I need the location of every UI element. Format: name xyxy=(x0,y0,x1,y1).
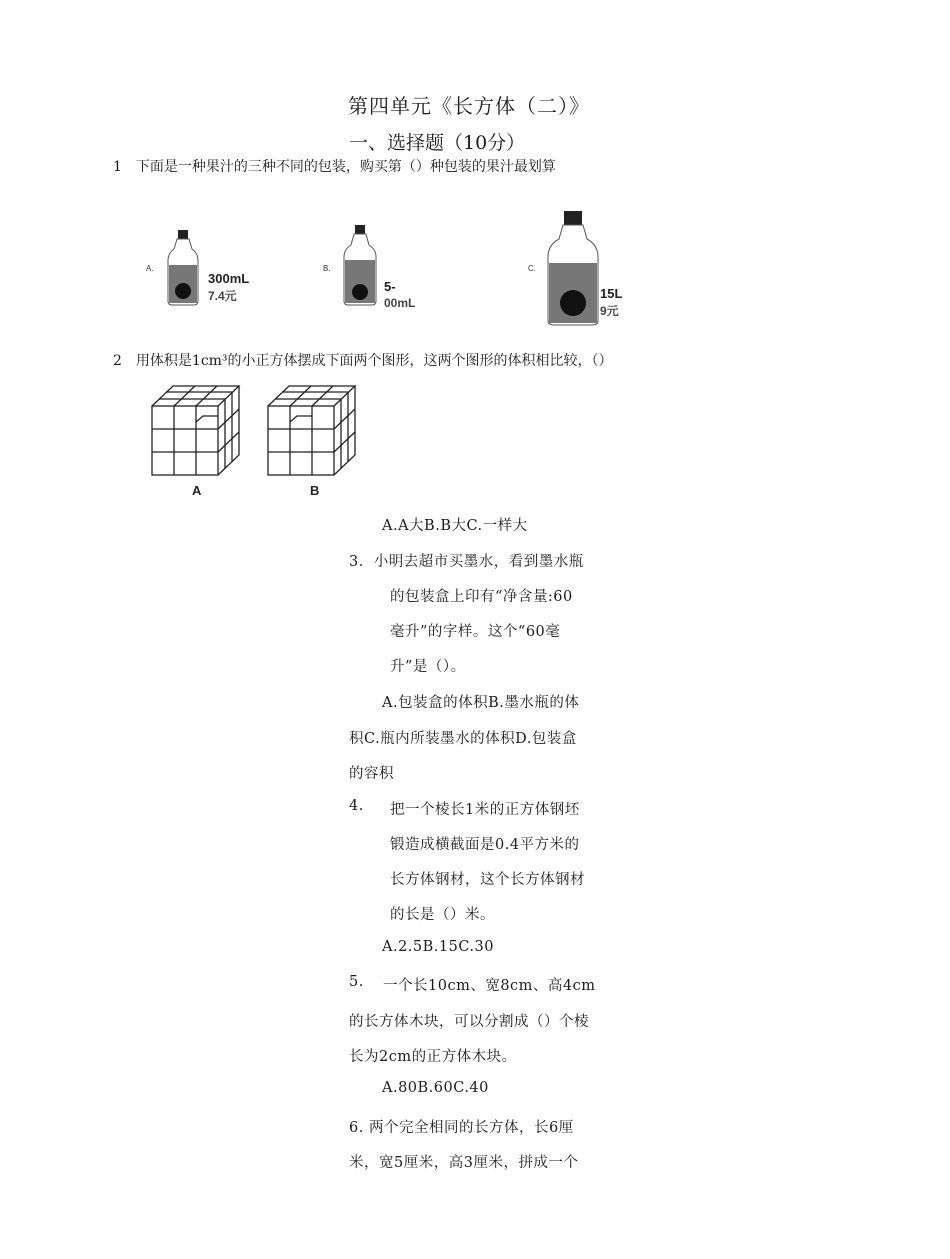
option-a-sub: 7.4元 xyxy=(208,289,237,303)
figure-b-label: B xyxy=(310,483,320,498)
option-a-label: 300mL xyxy=(208,271,250,286)
question-6-line-1: 6. 两个完全相同的长方体，长6厘 xyxy=(349,1120,574,1136)
question-1-text-wrap xyxy=(113,156,633,175)
question-5-choices: A.80B.60C.40 xyxy=(382,1080,489,1096)
question-3-line-1: 3．小明去超市买墨水，看到墨水瓶 xyxy=(349,554,584,570)
section-heading: 一、选择题（10分） xyxy=(349,132,526,154)
question-2-choices: A.A大B.B大C.一样大 xyxy=(382,518,528,534)
question-6-line-2: 米，宽5厘米，高3厘米，拼成一个 xyxy=(349,1155,579,1171)
question-4-line-1: 把一个棱长1米的正方体钢坯 xyxy=(390,802,580,818)
question-1-text: 1 下面是一种果汁的三种不同的包装，购买第（）种包装的果汁最划算 xyxy=(113,159,556,175)
cube-figure-b xyxy=(268,386,355,475)
question-3-choices-2: 积C.瓶内所装墨水的体积D.包装盒 xyxy=(349,731,577,747)
cube-figures xyxy=(148,382,368,502)
question-3-choices-3: 的容积 xyxy=(349,766,394,782)
question-4-line-4: 的长是（）米。 xyxy=(390,907,495,923)
option-b-label: 5- xyxy=(384,279,396,294)
question-3-line-3: 毫升”的字样。这个“60毫 xyxy=(390,624,561,640)
question-3-choices-1: A.包装盒的体积B.墨水瓶的体 xyxy=(382,695,580,711)
question-5-line-3: 长为2cm的正方体木块。 xyxy=(349,1049,517,1065)
question-4-number: 4. xyxy=(349,798,364,814)
figure-a-label: A xyxy=(192,483,202,498)
option-c-label: 15L xyxy=(600,286,623,301)
question-2-text: 2 用体积是1cm³的小正方体摆成下面两个图形，这两个图形的体积相比较，（） xyxy=(113,353,613,369)
option-c-sub: 9元 xyxy=(600,304,619,318)
bottle-a xyxy=(146,230,249,305)
question-4-line-2: 锻造成横截面是0.4平方米的 xyxy=(390,837,580,853)
question-4-line-3: 长方体钢材，这个长方体钢材 xyxy=(390,872,585,888)
question-5-line-1: 一个长10cm、宽8cm、高4cm xyxy=(383,978,596,994)
bottle-c xyxy=(528,211,622,325)
question-2-text-wrap xyxy=(113,350,673,369)
question-5-line-2: 的长方体木块，可以分割成（）个棱 xyxy=(349,1014,589,1030)
cube-figure-a xyxy=(152,386,239,475)
option-a-letter: A. xyxy=(146,264,154,273)
option-b-sub: 00mL xyxy=(384,296,416,310)
option-b-letter: B. xyxy=(323,264,331,273)
bottle-options-figure xyxy=(140,205,660,335)
question-4-choices: A.2.5B.15C.30 xyxy=(382,939,494,955)
bottle-b xyxy=(323,225,415,310)
question-3-line-4: 升”是（）。 xyxy=(390,659,466,675)
option-c-letter: C. xyxy=(528,264,536,273)
page-title: 第四单元《长方体（二）》 xyxy=(348,94,590,118)
question-3-line-2: 的包装盒上印有“净含量:60 xyxy=(390,589,573,605)
question-5-number: 5. xyxy=(349,974,364,990)
